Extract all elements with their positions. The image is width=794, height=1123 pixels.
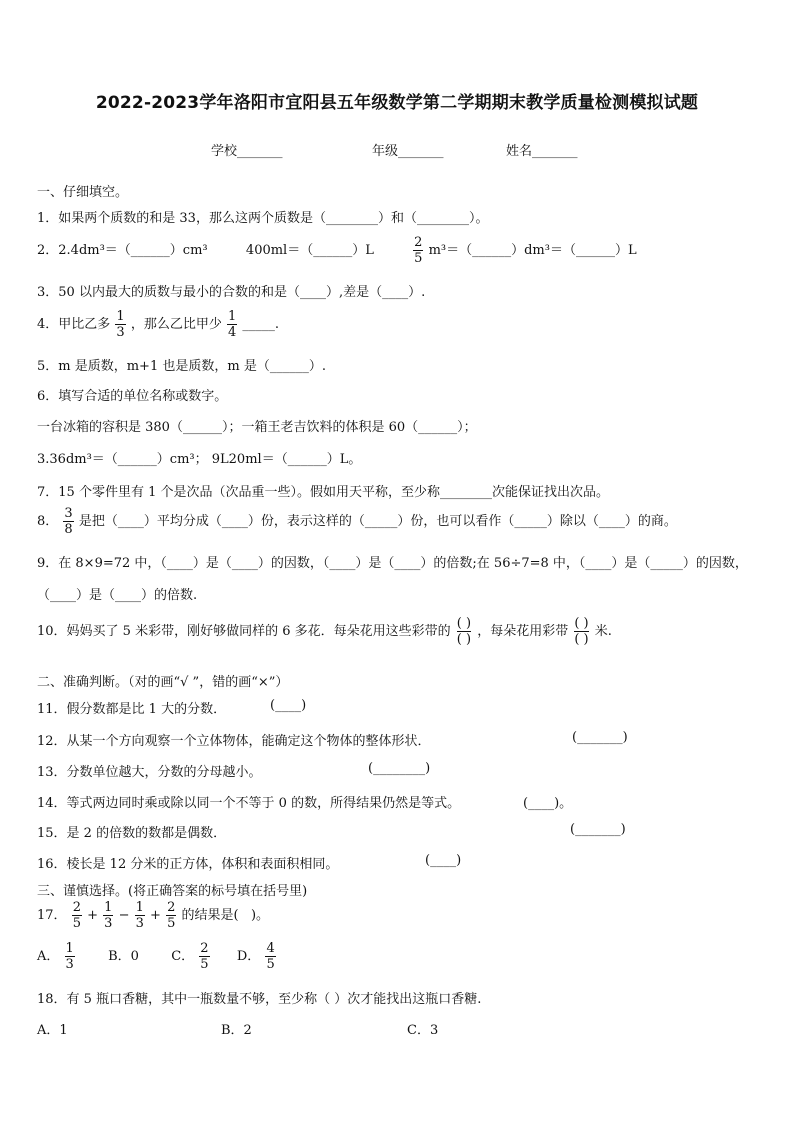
section-3-heading: 三、谨慎选择。(将正确答案的标号填在括号里) xyxy=(37,884,308,899)
question-2 xyxy=(37,236,637,265)
option-d-label: D． xyxy=(236,949,261,964)
minus-sign: − xyxy=(118,908,130,923)
name-field: 姓名_______ xyxy=(506,144,578,159)
fraction: $\frac{1}{4}$ xyxy=(228,309,237,340)
section-2-heading: 二、准确判断。（对的画“√ ”，错的画“×”） xyxy=(37,675,289,690)
question-10 xyxy=(37,616,612,647)
question-4-part-a: 4．甲比乙多 xyxy=(37,317,111,332)
blank-fraction: ( ) ( ) xyxy=(574,616,589,647)
option-a-fraction: $\frac{1}{3}$ xyxy=(65,941,74,972)
option-c-fraction: $\frac{2}{5}$ xyxy=(200,941,209,972)
grade-field: 年级_______ xyxy=(372,144,444,159)
section-1-heading: 一、仔细填空。 xyxy=(37,185,129,200)
question-2-part-d: m³＝（______）dm³＝（______）L xyxy=(428,243,637,258)
question-4-part-b: ，那么乙比甲少 xyxy=(130,317,222,332)
question-8 xyxy=(37,507,677,536)
answer-blank: (_______) xyxy=(570,822,626,837)
question-10-part-b: ，每朵花用彩带 xyxy=(477,624,569,639)
question-9-line-2: （____）是（____）的倍数. xyxy=(37,588,198,603)
plus-sign: + xyxy=(150,908,161,923)
fraction: $\frac{1}{3}$ xyxy=(135,900,144,931)
question-5: 5．m 是质数，m+1 也是质数，m 是（______）. xyxy=(37,359,326,374)
question-6-line-1: 一台冰箱的容积是 380（______）；一箱王老吉饮料的体积是 60（______）； xyxy=(37,420,477,435)
question-3: 3．50 以内最大的质数与最小的合数的和是（____）,差是（____）. xyxy=(37,285,426,300)
question-16: 16．棱长是 12 分米的正方体，体积和表面积相同。 xyxy=(37,857,339,872)
question-4-blank: _____. xyxy=(242,317,280,332)
fraction: $\frac{1}{3}$ xyxy=(104,900,113,931)
fraction: $\frac{2}{5}$ xyxy=(72,900,81,931)
option-c-label: C． xyxy=(171,949,195,964)
option-b: B．2 xyxy=(221,1023,252,1038)
question-17-options xyxy=(37,942,277,971)
fraction: $\frac{1}{3}$ xyxy=(116,309,125,340)
blank-fraction: ( ) ( ) xyxy=(456,616,472,647)
question-15: 15．是 2 的倍数的数都是偶数． xyxy=(37,826,227,841)
option-d-fraction: $\frac{4}{5}$ xyxy=(266,941,275,972)
answer-blank: (____)。 xyxy=(523,796,573,811)
option-b: B．0 xyxy=(108,949,139,964)
question-11-text: 11．假分数都是比 1 大的分数． xyxy=(37,702,227,717)
question-17-number: 17． xyxy=(37,908,67,923)
question-2-part-b: 400ml＝（______）L xyxy=(245,243,374,258)
question-17 xyxy=(37,901,269,930)
question-7: 7．15 个零件里有 1 个是次品（次品重一些）。假如用天平称，至少称________次能保证找出次品。 xyxy=(37,485,609,500)
question-10-part-a: 10．妈妈买了 5 米彩带，刚好够做同样的 6 多花．每朵花用这些彩带的 xyxy=(37,624,451,639)
plus-sign: + xyxy=(87,908,99,923)
page-title: 2022-2023学年洛阳市宜阳县五年级数学第二学期期末教学质量检测模拟试题 xyxy=(95,93,699,113)
question-8-number: 8． xyxy=(37,514,59,529)
answer-blank: (____) xyxy=(425,853,462,868)
question-18: 18．有 5 瓶口香糖，其中一瓶数量不够，至少称（ ）次才能找出这瓶口香糖. xyxy=(37,992,482,1007)
question-11 xyxy=(37,698,226,717)
question-14: 14．等式两边同时乘或除以同一个不等于 0 的数，所得结果仍然是等式。 xyxy=(37,796,461,811)
option-c: C．3 xyxy=(407,1023,439,1038)
question-9-line-1: 9．在 8×9=72 中，（____）是（____）的因数，（____）是（____）的倍数;在 56÷7=8 中，（____）是（_____）的因数， xyxy=(37,556,748,571)
fraction: $\frac{2}{5}$ xyxy=(414,235,423,266)
question-8-text: 是把（____）平均分成（____）份，表示这样的（_____）份，也可以看作（_____）除以（____）的商。 xyxy=(78,514,677,529)
question-6: 6．填写合适的单位名称或数字。 xyxy=(37,389,228,404)
question-13: 13．分数单位越大，分数的分母越小。 xyxy=(37,765,262,780)
question-1: 1．如果两个质数的和是 33，那么这两个质数是（________）和（________）。 xyxy=(37,211,489,226)
question-2-part-a: 2．2.4dm³＝（______）cm³ xyxy=(37,243,208,258)
answer-blank: (____) xyxy=(270,698,307,713)
answer-blank: (_______) xyxy=(572,730,628,745)
option-a: A．1 xyxy=(37,1023,68,1038)
question-4 xyxy=(37,310,279,339)
option-a-label: A． xyxy=(37,949,60,964)
question-6-line-2: 3.36dm³＝（______）cm³； 9L20ml＝（______）L。 xyxy=(37,452,362,467)
answer-blank: (________) xyxy=(368,761,431,776)
fraction: $\frac{2}{5}$ xyxy=(167,900,176,931)
fraction: $\frac{3}{8}$ xyxy=(64,506,73,537)
question-12: 12．从某一个方向观察一个立体物体，能确定这个物体的整体形状． xyxy=(37,734,431,749)
question-10-part-c: 米. xyxy=(594,624,612,639)
question-17-text: 的结果是( )。 xyxy=(181,908,270,923)
school-field: 学校_______ xyxy=(211,144,283,159)
